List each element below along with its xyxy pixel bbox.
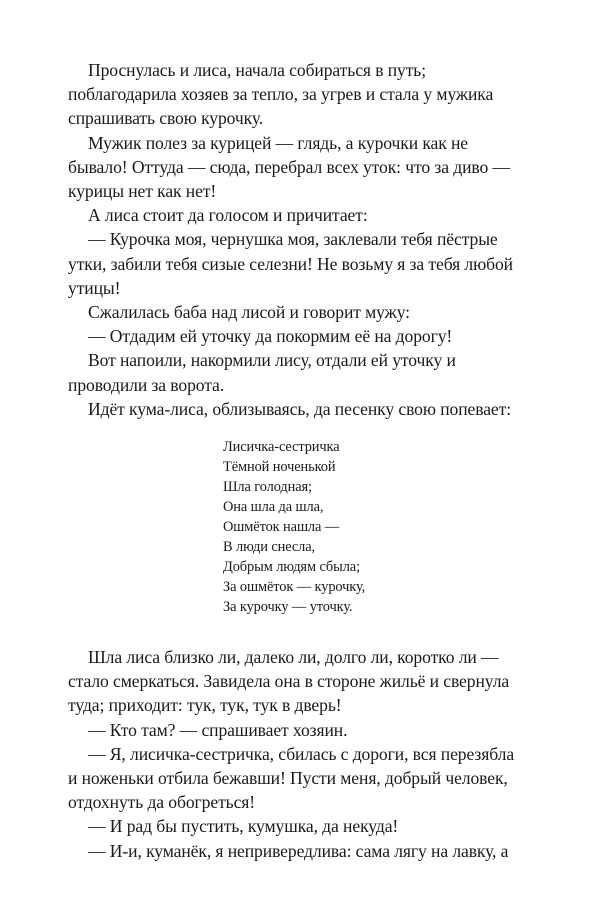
text-line: — И рад бы пустить, кумушка, да некуда! xyxy=(88,816,399,837)
paragraph xyxy=(68,131,548,204)
text-line: — И-и, куманёк, я непривередлива: сама лягу на лавку, а xyxy=(88,840,509,861)
text-line: утки, забили тебя сизые селезни! Не возьму я за тебя любой xyxy=(68,253,513,274)
paragraph xyxy=(68,348,548,396)
text-line: Сжалилась баба над лисой и говорит мужу: xyxy=(88,302,410,323)
text-line: спрашивать свою курочку. xyxy=(68,108,264,129)
text-line: утицы! xyxy=(68,277,121,298)
verse-line: Добрым людям сбыла; xyxy=(223,559,360,576)
verse-line: В люди снесла, xyxy=(223,539,316,556)
verse-line: Шла голодная; xyxy=(223,479,312,496)
paragraph xyxy=(68,397,548,421)
paragraph xyxy=(68,814,548,838)
verse-line: За курочку — уточку. xyxy=(223,599,353,616)
paragraph xyxy=(68,839,548,863)
prose-after-verse xyxy=(68,645,548,863)
prose-before-verse xyxy=(68,58,548,421)
text-line: туда; приходит: тук, тук, тук в дверь! xyxy=(68,695,342,716)
verse-line: Ошмёток нашла — xyxy=(223,519,340,536)
text-line: Мужик полез за курицей — глядь, а курочки как не xyxy=(88,132,468,153)
text-line: — Кто там? — спрашивает хозяин. xyxy=(88,719,348,740)
paragraph xyxy=(68,58,548,131)
verse-line: Лисичка-сестричка xyxy=(223,439,340,456)
text-line: проводили за ворота. xyxy=(68,374,225,395)
text-line: курицы нет как нет! xyxy=(68,181,217,202)
text-line: Идёт кума-лиса, облизываясь, да песенку свою попевает: xyxy=(88,398,512,419)
text-line: А лиса стоит да голосом и причитает: xyxy=(88,205,368,226)
paragraph xyxy=(68,203,548,227)
verse-line: Она шла да шла, xyxy=(223,499,324,516)
paragraph xyxy=(68,742,548,815)
text-line: отдохнуть да обогреться! xyxy=(68,792,256,813)
verse-line: Тёмной ноченькой xyxy=(223,459,336,476)
text-line: — Курочка моя, чернушка моя, заклевали тебя пёстрые xyxy=(88,229,498,250)
paragraph xyxy=(68,718,548,742)
paragraph xyxy=(68,300,548,324)
text-line: Проснулась и лиса, начала собираться в путь; xyxy=(88,60,427,80)
paragraph xyxy=(68,227,548,300)
verse-line: За ошмёток — курочку, xyxy=(223,579,366,596)
text-line: — Отдадим ей уточку да покормим её на дорогу! xyxy=(88,326,453,347)
verse-block xyxy=(68,437,548,617)
text-line: Вот напоили, накормили лису, отдали ей уточку и xyxy=(88,350,456,371)
paragraph xyxy=(68,645,548,718)
text-line: бывало! Оттуда — сюда, перебрал всех уток: что за диво — xyxy=(68,156,510,177)
paragraph xyxy=(68,324,548,348)
text-line: — Я, лисичка-сестричка, сбилась с дороги, вся перезябла xyxy=(88,743,515,764)
text-line: Шла лиса близко ли, далеко ли, долго ли, коротко ли — xyxy=(88,647,499,668)
document-page xyxy=(68,58,548,863)
text-line: стало смеркаться. Завидела она в стороне жильё и свернула xyxy=(68,671,510,692)
text-line: поблагодарила хозяев за тепло, за угрев и стала у мужика xyxy=(68,84,494,105)
text-line: и ноженьки отбила бежавши! Пусти меня, добрый человек, xyxy=(68,768,508,789)
